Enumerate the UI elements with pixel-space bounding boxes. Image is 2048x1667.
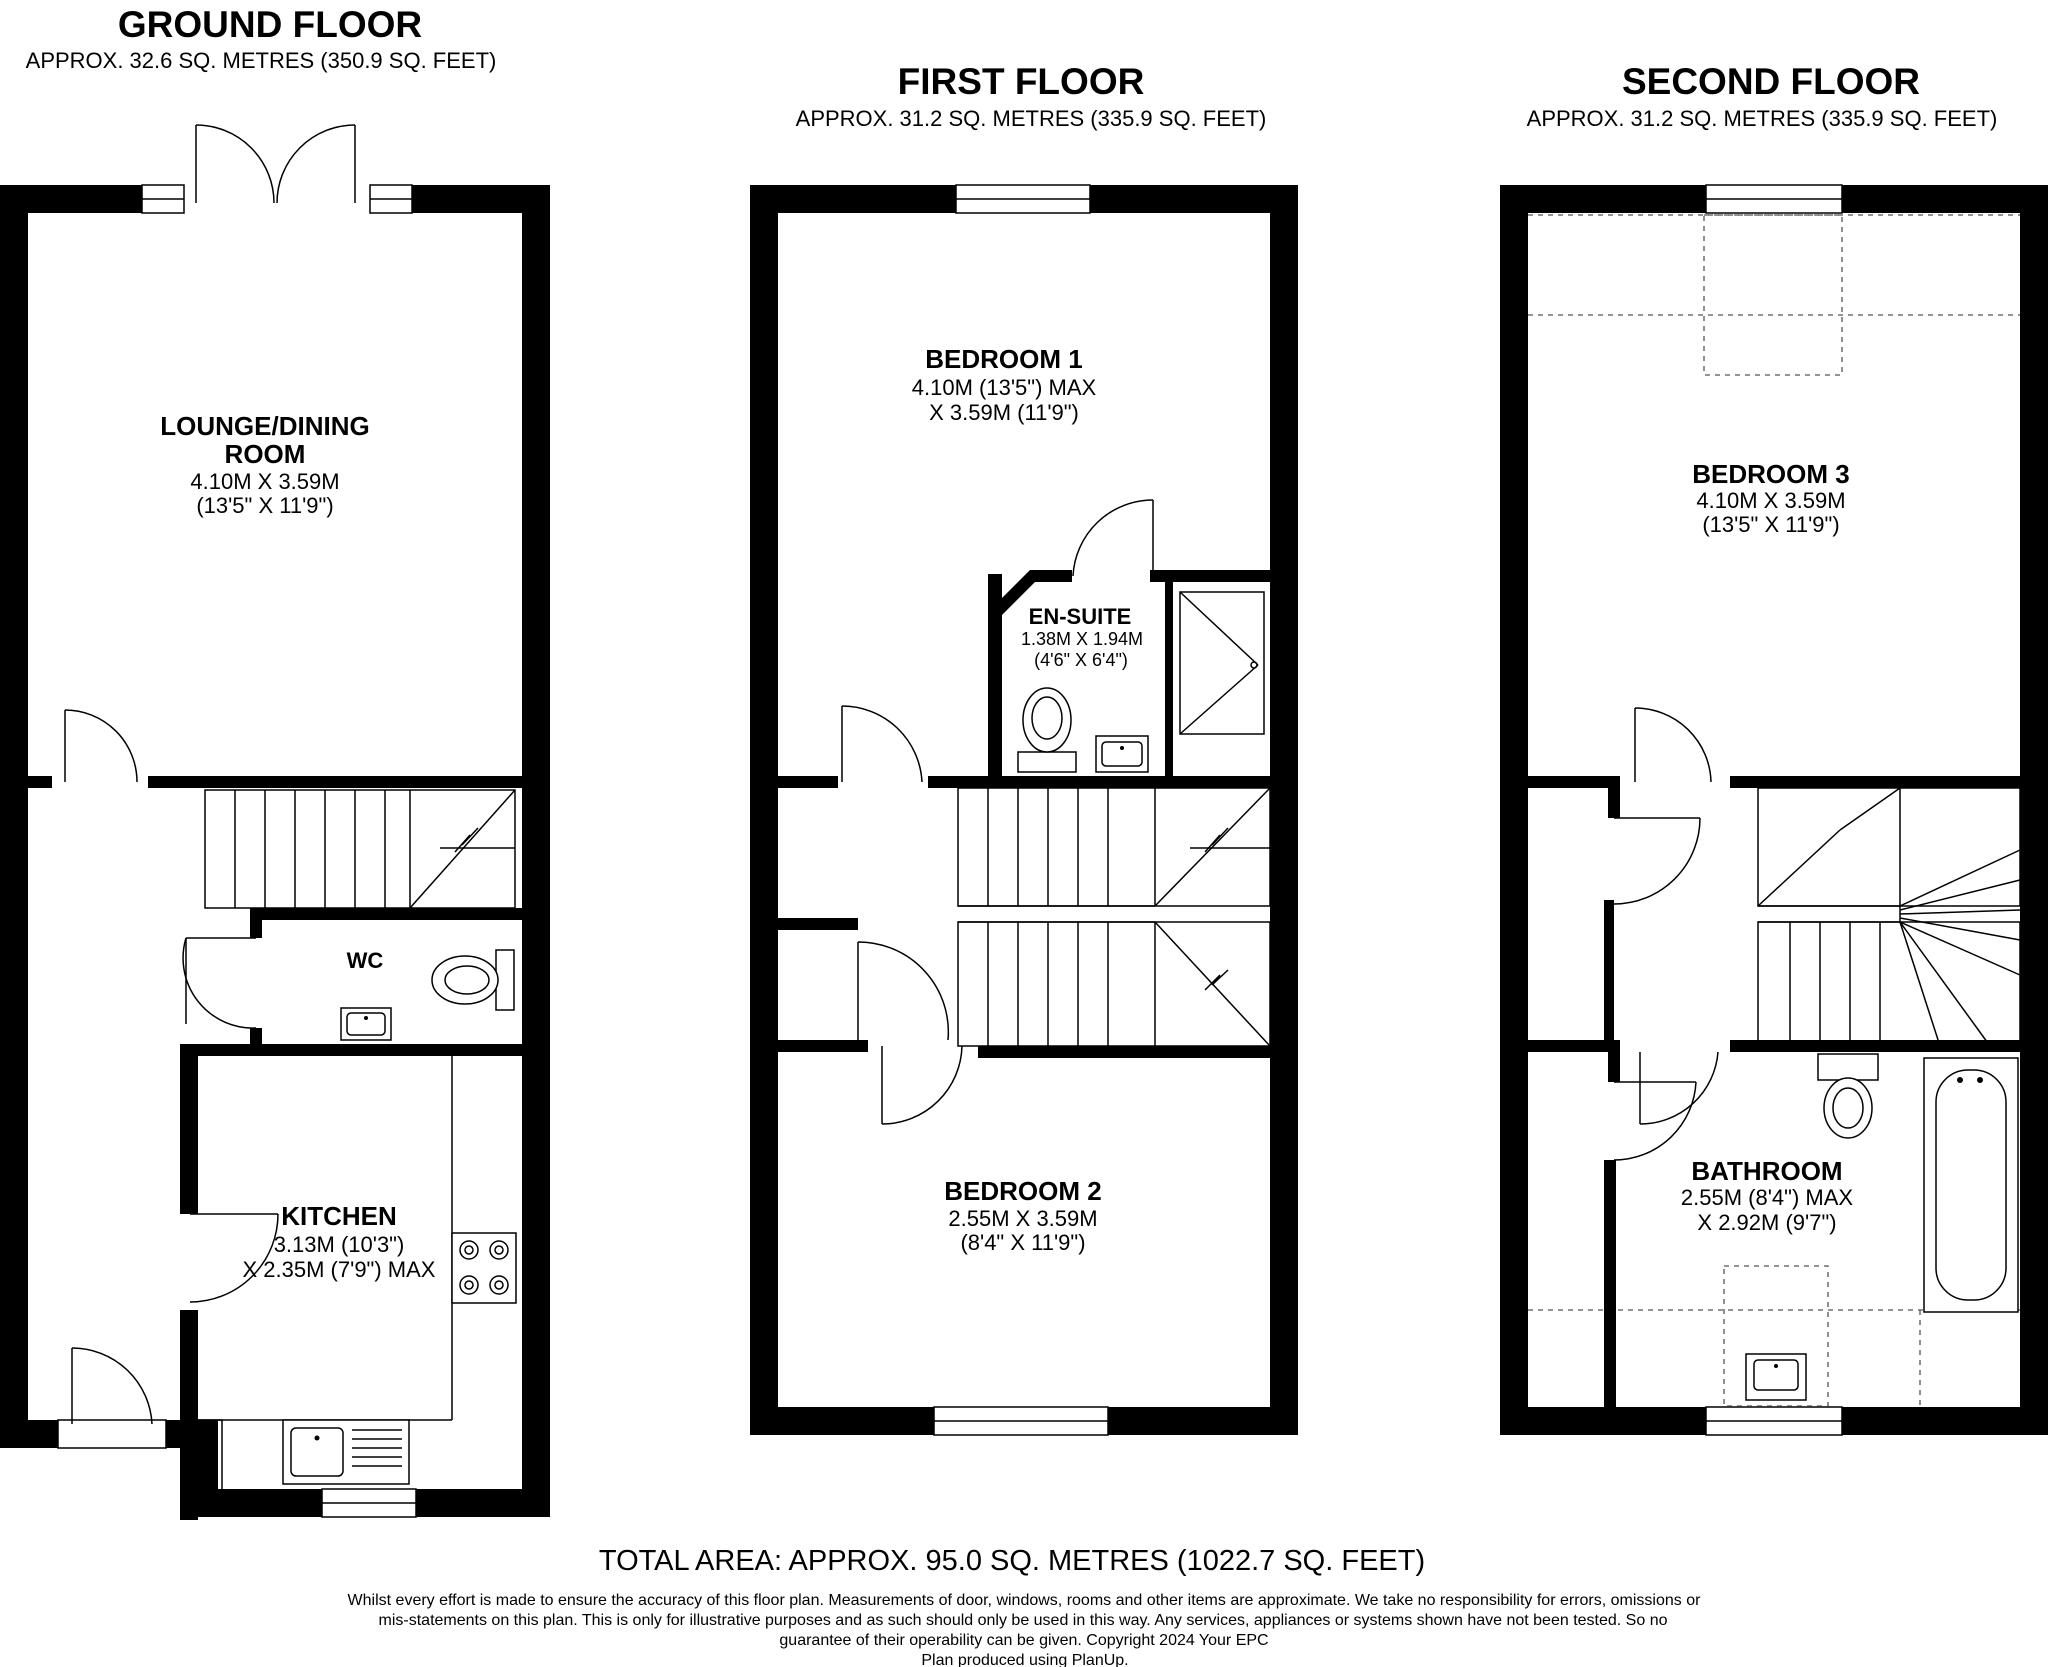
ensuite-label: EN-SUITE: [1028, 604, 1132, 629]
disclaimer-line: Plan produced using PlanUp.: [921, 1652, 1129, 1667]
wall: [1528, 1040, 1618, 1052]
wall: [778, 1040, 868, 1052]
bathroom-label: BATHROOM: [1691, 1156, 1843, 1186]
hob-icon: [452, 1233, 516, 1303]
basin-icon: [341, 1008, 391, 1040]
toilet-icon: [1818, 1054, 1878, 1138]
shower-icon: [1180, 592, 1264, 734]
bedroom2-label: BEDROOM 2: [944, 1176, 1102, 1206]
ensuite-dimensions: (4'6" X 6'4"): [1034, 650, 1128, 670]
lounge-dimensions: (13'5" X 11'9"): [196, 493, 334, 518]
wall: [180, 1044, 522, 1056]
sink-icon: [283, 1420, 409, 1484]
wall: [1730, 1040, 2020, 1052]
cupboard-door: [858, 942, 948, 1040]
wall: [2020, 185, 2048, 1435]
kitchen-label: KITCHEN: [281, 1201, 397, 1231]
first-floor-area: APPROX. 31.2 SQ. METRES (335.9 SQ. FEET): [795, 106, 1267, 131]
first-stairs: [958, 788, 1270, 1046]
wc-door: [183, 938, 256, 1028]
basin-icon: [1096, 736, 1148, 772]
second-floor-area: APPROX. 31.2 SQ. METRES (335.9 SQ. FEET): [1526, 106, 1998, 131]
bathroom-door: [1614, 1052, 1718, 1160]
ground-stairs: [205, 790, 515, 908]
wall: [750, 185, 956, 213]
disclaimer-line: Whilst every effort is made to ensure the accuracy of this floor plan. Measurements of door, windows, rooms and other items are approximate. We take no responsibility for errors, omissions or: [347, 1592, 1701, 1609]
bedroom3-dimensions: 4.10M X 3.59M: [1696, 488, 1846, 513]
bathroom-dimensions: X 2.92M (9'7"): [1697, 1210, 1837, 1235]
bath-icon: [1924, 1058, 2018, 1312]
wc-label: WC: [346, 948, 384, 973]
kitchen-dimensions: 3.13M (10'3"): [273, 1232, 405, 1257]
ensuite-dimensions: 1.38M X 1.94M: [1020, 629, 1144, 649]
wall: [1270, 185, 1298, 1435]
wall: [1608, 776, 1620, 818]
bedroom3-door: [1635, 708, 1711, 782]
ground-floor: [0, 4, 550, 1520]
first-floor-title: FIRST FLOOR: [897, 61, 1145, 102]
wall: [250, 908, 522, 920]
lounge-door: [65, 710, 137, 782]
wall: [978, 1046, 1270, 1058]
wall: [1165, 582, 1173, 782]
bedroom2-dimensions: (8'4" X 11'9"): [960, 1230, 1086, 1255]
wall: [250, 908, 262, 938]
bedroom3-dimensions: (13'5" X 11'9"): [1702, 512, 1840, 537]
wall: [1160, 570, 1270, 582]
ensuite-door: [1073, 500, 1153, 576]
wall: [1608, 1040, 1620, 1082]
wall: [180, 1044, 198, 1214]
bedroom1-label: BEDROOM 1: [925, 344, 1083, 374]
wall: [180, 1310, 198, 1520]
lounge-label: ROOM: [224, 439, 306, 469]
kitchen-dimensions: X 2.35M (7'9") MAX: [242, 1257, 436, 1282]
wall: [0, 185, 142, 213]
wall: [778, 918, 858, 930]
bedroom1-dimensions: 4.10M (13'5") MAX: [911, 375, 1097, 400]
wall: [750, 185, 778, 1435]
second-stairs: [1758, 788, 2020, 1046]
wall: [1604, 900, 1614, 1050]
wall: [750, 1407, 934, 1435]
wall: [1500, 1407, 1706, 1435]
wall: [0, 1420, 58, 1448]
wall: [28, 776, 52, 788]
basin-icon: [1746, 1354, 1806, 1400]
lounge-dimensions: 4.10M X 3.59M: [190, 469, 340, 494]
wall: [1150, 570, 1160, 582]
second-floor: [1500, 61, 2048, 1435]
wall: [522, 185, 550, 1517]
first-floor: [750, 61, 1298, 1435]
wall: [1090, 185, 1298, 213]
toilet-icon: [432, 950, 514, 1010]
wall: [0, 185, 28, 1428]
bedroom2-dimensions: 2.55M X 3.59M: [948, 1206, 1098, 1231]
wall: [1842, 185, 2048, 213]
bedroom2-door: [882, 1046, 962, 1124]
french-doors: [196, 125, 355, 203]
bedroom1-door: [842, 706, 922, 782]
wall: [1108, 1407, 1298, 1435]
wall: [1604, 1160, 1616, 1407]
disclaimer-line: guarantee of their operability can be given. Copyright 2024 Your EPC: [779, 1632, 1269, 1649]
wall: [1500, 185, 1528, 1435]
bathroom-dimensions: 2.55M (8'4") MAX: [1680, 1185, 1854, 1210]
wall: [416, 1489, 550, 1517]
bedroom3-label: BEDROOM 3: [1692, 459, 1850, 489]
total-area: TOTAL AREA: APPROX. 95.0 SQ. METRES (1022.7 SQ. FEET): [598, 1545, 1426, 1577]
ground-floor-area: APPROX. 32.6 SQ. METRES (350.9 SQ. FEET): [25, 48, 497, 73]
ground-floor-title: GROUND FLOOR: [117, 4, 423, 45]
wall: [190, 1489, 322, 1517]
cupboard-door: [1614, 818, 1700, 904]
wall: [928, 776, 1270, 788]
wall: [1730, 776, 2020, 788]
wall: [778, 776, 838, 788]
toilet-icon: [1018, 688, 1076, 772]
wall: [1842, 1407, 2048, 1435]
disclaimer-line: mis-statements on this plan. This is only for illustrative purposes and as such should only be used in this way. Any services, appliances or systems shown have not been tested. So no: [378, 1612, 1668, 1629]
wall: [148, 776, 522, 788]
wall: [1500, 185, 1706, 213]
bedroom1-dimensions: X 3.59M (11'9"): [929, 400, 1079, 425]
front-door: [58, 1348, 166, 1448]
second-floor-title: SECOND FLOOR: [1621, 61, 1921, 102]
lounge-label: LOUNGE/DINING: [160, 411, 370, 441]
wall: [1528, 776, 1608, 788]
